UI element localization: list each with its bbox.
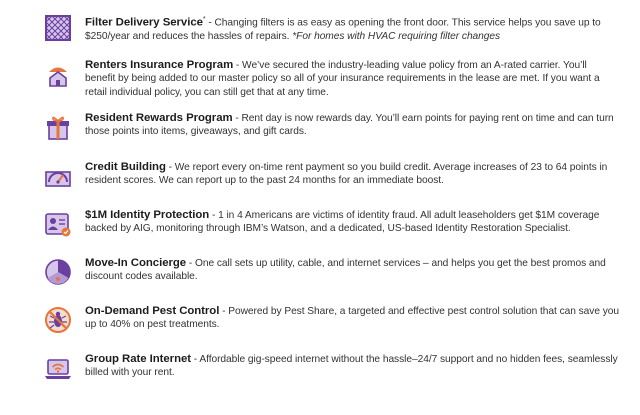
wifi-laptop-icon [44, 354, 72, 382]
item-description [85, 13, 619, 43]
item-title: $1M Identity Protection [85, 209, 210, 221]
item-body: - One call sets up utility, cable, and internet services – and helps you get the best promos and discount codes available. [85, 258, 606, 283]
concierge-pie-icon [44, 258, 72, 286]
item-body: - 1 in 4 Americans are victims of identity fraud. All adult leaseholders get $1M coverage backed by AIG, monitoring through IBM’s Watson, and a dedicated, US-based Identity Restoration Specialist. [85, 210, 600, 235]
umbrella-house-icon [44, 60, 72, 88]
item-body: - Powered by Pest Share, a targeted and effective pest control solution that can save you up to 40% on pest treatments. [85, 306, 620, 331]
list-item-group-internet [44, 353, 619, 382]
item-description [85, 353, 619, 380]
item-description [85, 257, 619, 284]
item-title: Filter Delivery Service [85, 16, 203, 29]
item-title: Credit Building [85, 161, 166, 173]
filter-grid-icon [44, 14, 72, 42]
id-card-icon [44, 210, 72, 238]
item-title: On-Demand Pest Control [85, 305, 220, 317]
item-description [85, 305, 619, 332]
item-body: - Affordable gig-speed internet without the hassle–24/7 support and no hidden fees, seamlessly billed with your rent. [85, 354, 618, 379]
item-body: - Rent day is now rewards day. You’ll earn points for paying rent on time and can turn those points into items, giveaways, and gift cards. [85, 113, 614, 138]
item-description [85, 161, 619, 188]
item-title: Group Rate Internet [85, 353, 192, 365]
gift-icon [44, 113, 72, 141]
item-description [85, 112, 619, 139]
item-body: - We report every on-time rent payment so you build credit. Average increases of 23 to 64 points in resident scores. We can report up to the past 24 months for an immediate boost. [85, 162, 608, 187]
no-pest-icon [44, 306, 72, 334]
item-title: Move-In Concierge [85, 257, 187, 269]
list-item-identity-protection [44, 209, 619, 238]
list-item-filter-delivery [44, 13, 619, 43]
item-footnote: *For homes with HVAC requiring filter changes [292, 30, 501, 42]
list-item-renters-insurance [44, 59, 619, 99]
item-title: Renters Insurance Program [85, 59, 234, 71]
list-item-move-in-concierge [44, 257, 619, 286]
item-description [85, 59, 619, 99]
item-body: - We’ve secured the industry-leading value policy from an A-rated carrier. You’ll benefit by being added to our master policy so all of your insurance requirements in the lease are met. If you want a retail individual policy, you can still get that at any time. [85, 60, 600, 98]
list-item-pest-control [44, 305, 619, 334]
title-mark: * [202, 16, 206, 23]
list-item-resident-rewards [44, 112, 619, 141]
item-description [85, 209, 619, 236]
item-body: - Changing filters is as easy as opening the front door. This service helps you save up to $250/year and reduces the hassles of repairs. [85, 17, 601, 42]
credit-gauge-icon [44, 162, 72, 190]
list-item-credit-building [44, 161, 619, 190]
item-title: Resident Rewards Program [85, 112, 233, 124]
